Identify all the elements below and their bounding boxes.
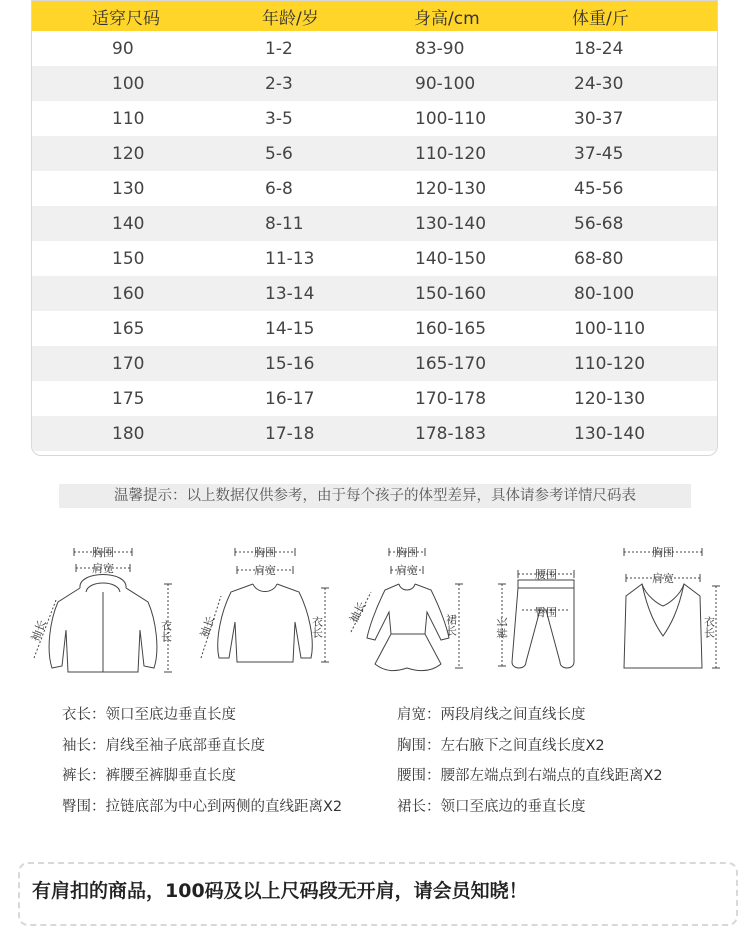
size-cell: 160 (112, 283, 145, 304)
age-cell: 3-5 (265, 108, 293, 129)
size-cell: 130 (112, 178, 145, 199)
size-cell: 180 (112, 423, 145, 444)
weight-cell: 130-140 (574, 423, 646, 444)
weight-cell: 30-37 (574, 108, 624, 129)
age-cell: 15-16 (265, 353, 315, 374)
weight-cell: 24-30 (574, 73, 624, 94)
height-cell: 90-100 (415, 73, 476, 94)
weight-cell: 37-45 (574, 143, 624, 164)
tip-text: 温馨提示：以上数据仅供参考，由于每个孩子的体型差异，具体请参考详情尺码表 (59, 484, 691, 508)
age-cell: 6-8 (265, 178, 293, 199)
sweater-sleeve-label: 袖长 (197, 614, 218, 640)
header-age: 年龄/岁 (262, 8, 319, 29)
pants-diagram (490, 540, 595, 680)
age-cell: 2-3 (265, 73, 293, 94)
table-row (32, 66, 717, 101)
def-right-2: 腰围：腰部左端点到右端点的直线距离X2 (397, 768, 663, 784)
table-body (32, 31, 717, 451)
height-cell: 178-183 (415, 423, 487, 444)
age-cell: 13-14 (265, 283, 315, 304)
table-row (32, 416, 717, 451)
height-cell: 120-130 (415, 178, 487, 199)
vest-chest-label: 胸围 (652, 546, 674, 559)
header-size: 适穿尺码 (92, 8, 160, 29)
size-cell: 120 (112, 143, 145, 164)
jacket-diagram (28, 540, 178, 680)
jacket-chest-label: 胸围 (92, 546, 114, 559)
weight-cell: 100-110 (574, 318, 646, 339)
def-left-0: 衣长：领口至底边垂直长度 (62, 707, 236, 723)
table-row (32, 241, 717, 276)
jacket-length-label: 衣长 (159, 620, 173, 642)
sweater-chest-label: 胸围 (254, 546, 276, 559)
height-cell: 160-165 (415, 318, 487, 339)
table-row (32, 101, 717, 136)
height-cell: 100-110 (415, 108, 487, 129)
weight-cell: 68-80 (574, 248, 624, 269)
height-cell: 165-170 (415, 353, 487, 374)
height-cell: 110-120 (415, 143, 487, 164)
age-cell: 17-18 (265, 423, 315, 444)
sweater-diagram (195, 540, 335, 680)
size-cell: 110 (112, 108, 145, 129)
def-left-1: 袖长：肩线至袖子底部垂直长度 (62, 738, 265, 754)
table-row (32, 171, 717, 206)
size-cell: 165 (112, 318, 145, 339)
table-row (32, 381, 717, 416)
table-row (32, 346, 717, 381)
vest-diagram (612, 540, 732, 680)
table-row (32, 276, 717, 311)
height-cell: 170-178 (415, 388, 487, 409)
notice-box (18, 862, 738, 926)
age-cell: 1-2 (265, 38, 293, 59)
size-cell: 175 (112, 388, 145, 409)
pants-hip-label: 臀围 (535, 606, 557, 619)
dress-diagram (345, 540, 470, 680)
age-cell: 8-11 (265, 213, 304, 234)
table-header (32, 1, 717, 31)
size-cell: 150 (112, 248, 145, 269)
notice-text: 有肩扣的商品，100码及以上尺码段无开肩，请会员知晓！ (32, 880, 528, 902)
header-weight: 体重/斤 (572, 8, 629, 29)
weight-cell: 56-68 (574, 213, 624, 234)
weight-cell: 45-56 (574, 178, 624, 199)
size-cell: 100 (112, 73, 145, 94)
height-cell: 83-90 (415, 38, 465, 59)
dress-chest-label: 胸围 (396, 546, 418, 559)
jacket-sleeve-label: 袖长 (28, 618, 49, 644)
pants-length-label: 裤长 (496, 617, 509, 639)
age-cell: 16-17 (265, 388, 315, 409)
size-cell: 140 (112, 213, 145, 234)
age-cell: 5-6 (265, 143, 293, 164)
weight-cell: 110-120 (574, 353, 646, 374)
height-cell: 150-160 (415, 283, 487, 304)
table-row (32, 311, 717, 346)
table-row (32, 136, 717, 171)
table-row (32, 206, 717, 241)
def-right-0: 肩宽：两段肩线之间直线长度 (397, 707, 586, 723)
weight-cell: 120-130 (574, 388, 646, 409)
def-right-1: 胸围：左右腋下之间直线长度X2 (397, 738, 605, 754)
vest-length-label: 衣长 (702, 616, 716, 638)
pants-waist-label: 腰围 (535, 568, 557, 581)
header-height: 身高/cm (414, 8, 480, 29)
def-left-3: 臀围：拉链底部为中心到两侧的直线距离X2 (62, 799, 343, 815)
sweater-length-label: 衣长 (310, 616, 324, 638)
size-table (31, 0, 718, 456)
vest-shoulder-label: 肩宽 (652, 572, 674, 585)
def-right-3: 裙长：领口至底边的垂直长度 (397, 799, 586, 815)
height-cell: 140-150 (415, 248, 487, 269)
size-cell: 90 (112, 38, 134, 59)
jacket-shoulder-label: 肩宽 (92, 562, 114, 575)
weight-cell: 18-24 (574, 38, 624, 59)
dress-sleeve-label: 袖长 (347, 599, 369, 626)
sweater-shoulder-label: 肩宽 (254, 564, 276, 577)
size-cell: 170 (112, 353, 145, 374)
age-cell: 11-13 (265, 248, 315, 269)
table-row (32, 31, 717, 66)
weight-cell: 80-100 (574, 283, 635, 304)
dress-length-label: 裙长 (444, 614, 458, 636)
height-cell: 130-140 (415, 213, 487, 234)
dress-shoulder-label: 肩宽 (396, 564, 418, 577)
age-cell: 14-15 (265, 318, 315, 339)
def-left-2: 裤长：裤腰至裤脚垂直长度 (62, 768, 236, 784)
